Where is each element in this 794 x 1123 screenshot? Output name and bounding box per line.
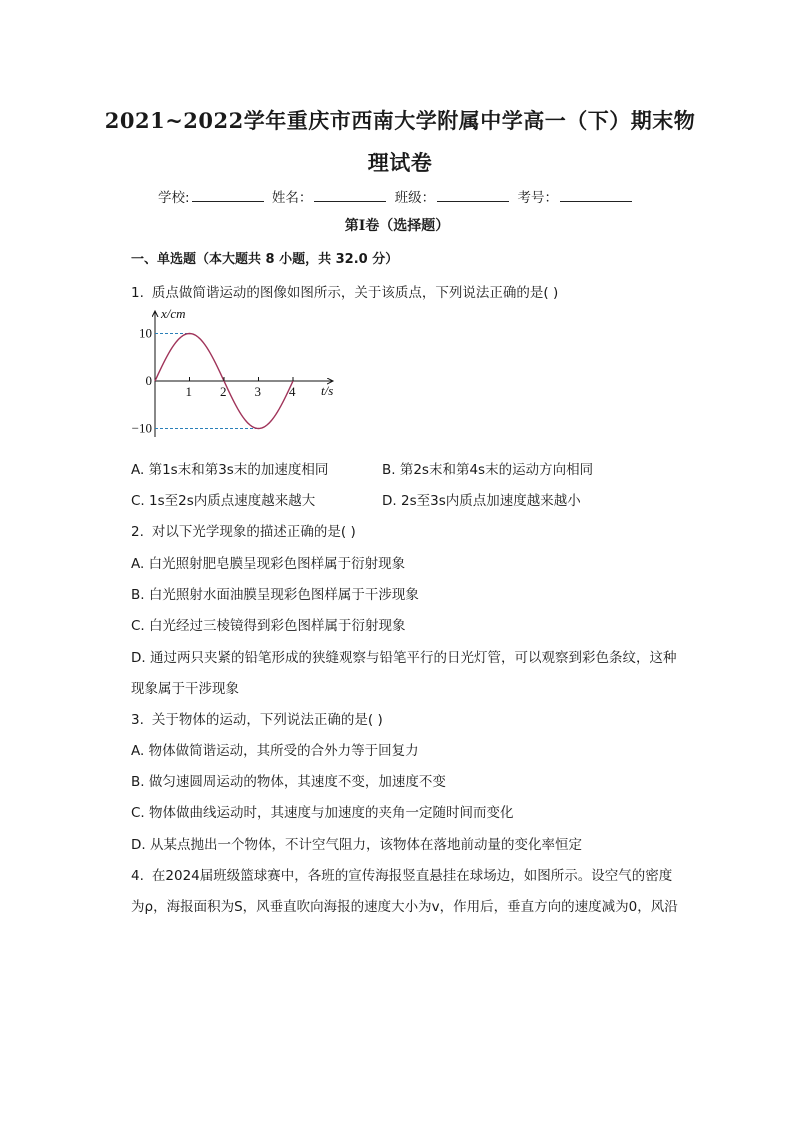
y-axis-label: x/cm: [161, 306, 186, 321]
x-tick-label: 4: [289, 384, 296, 399]
student-info-line: [0, 186, 794, 206]
q3-option-b[interactable]: B. 做匀速圆周运动的物体，其速度不变，加速度不变: [131, 774, 446, 790]
number-label: 考号：: [517, 190, 558, 206]
question-number: 4.: [131, 868, 144, 884]
x-tick-label: 1: [185, 384, 192, 399]
question-number: 3.: [131, 712, 144, 728]
class-blank[interactable]: [437, 189, 509, 202]
q2-option-c[interactable]: C. 白光经过三棱镜得到彩色图样属于衍射现象: [131, 618, 406, 634]
question-3-stem: [131, 708, 383, 728]
exam-title: 2021~2022学年重庆市西南大学附属中学高一（下）期末物理试卷: [104, 108, 696, 175]
question-text: 对以下光学现象的描述正确的是( ): [151, 524, 356, 540]
question-4-stem: [131, 864, 672, 884]
q3-option-c[interactable]: C. 物体做曲线运动时，其速度与加速度的夹角一定随时间而变化: [131, 805, 514, 821]
y-tick-label: −10: [131, 420, 152, 436]
number-blank[interactable]: [560, 189, 632, 202]
y-tick-labels: [132, 326, 152, 436]
q3-option-a[interactable]: A. 物体做简谐运动，其所受的合外力等于回复力: [131, 743, 419, 759]
school-blank[interactable]: [192, 189, 264, 202]
name-blank[interactable]: [314, 189, 386, 202]
school-label: 学校:: [158, 190, 190, 206]
question-4-continued: 为ρ，海报面积为S，风垂直吹向海报的速度大小为v，作用后，垂直方向的速度减为0，风沿: [131, 899, 678, 915]
q1-option-d[interactable]: D. 2s至3s内质点加速度越来越小: [382, 493, 581, 509]
question-1-stem: [131, 281, 558, 301]
x-axis-label: t/s: [321, 383, 334, 398]
x-tick-label: 2: [220, 384, 227, 399]
volume-heading: 第I卷（选择题）: [344, 218, 450, 234]
question-text: 在2024届班级篮球赛中，各班的宣传海报竖直悬挂在球场边，如图所示。设空气的密度: [151, 868, 673, 884]
question-text: 关于物体的运动，下列说法正确的是( ): [151, 712, 383, 728]
q2-option-b[interactable]: B. 白光照射水面油膜呈现彩色图样属于干涉现象: [131, 587, 419, 603]
class-label: 班级：: [394, 190, 436, 206]
q1-option-b[interactable]: B. 第2s末和第4s末的运动方向相同: [382, 462, 594, 478]
name-label: 姓名：: [271, 190, 313, 206]
q2-option-a[interactable]: A. 白光照射肥皂膜呈现彩色图样属于衍射现象: [131, 556, 406, 572]
x-tick-labels: [186, 377, 297, 399]
x-tick-label: 3: [254, 384, 261, 399]
q2-option-d-continued: 现象属于干涉现象: [131, 681, 239, 697]
y-tick-label: 10: [139, 325, 152, 341]
question-text: 质点做简谐运动的图像如图所示，关于该质点，下列说法正确的是( ): [151, 285, 559, 301]
shm-graph: [131, 305, 345, 445]
question-number: 2.: [131, 524, 144, 540]
q1-option-c[interactable]: C. 1s至2s内质点速度越来越大: [131, 493, 316, 509]
section-heading: 一、单选题（本大题共 8 小题，共 32.0 分）: [131, 252, 399, 267]
question-2-stem: [131, 520, 356, 540]
y-tick-label: 0: [145, 373, 152, 388]
q2-option-d[interactable]: D. 通过两只夹紧的铅笔形成的狭缝观察与铅笔平行的日光灯管，可以观察到彩色条纹，这种: [131, 650, 677, 666]
question-number: 1.: [131, 285, 144, 301]
q3-option-d[interactable]: D. 从某点抛出一个物体，不计空气阻力，该物体在落地前动量的变化率恒定: [131, 837, 582, 853]
q1-option-a[interactable]: A. 第1s末和第3s末的加速度相同: [131, 462, 329, 478]
